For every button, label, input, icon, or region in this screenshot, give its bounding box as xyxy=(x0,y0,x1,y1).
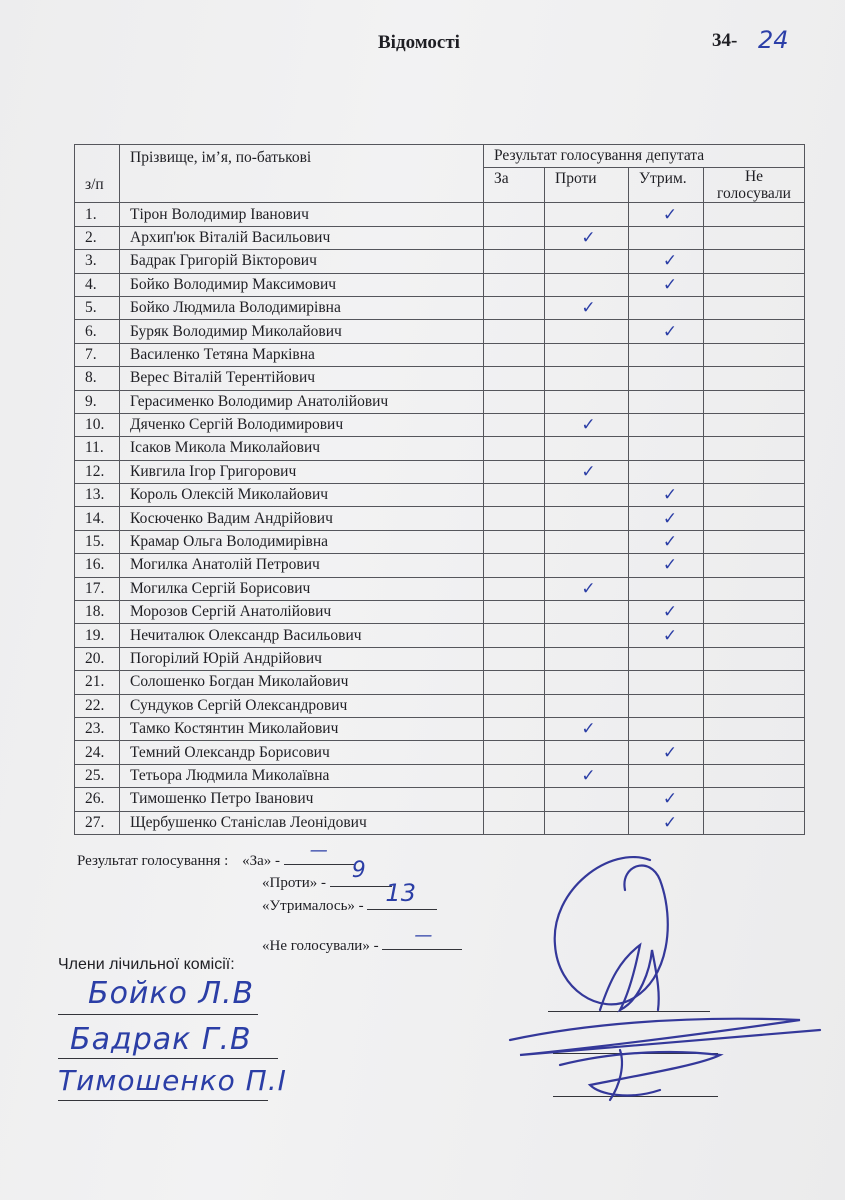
vote-cell-proty xyxy=(545,530,629,553)
table-row xyxy=(75,788,805,811)
vote-cell-utrym xyxy=(629,460,704,483)
row-number: 9. xyxy=(75,390,120,413)
deputy-name: Сундуков Сергій Олександрович xyxy=(120,694,484,717)
commission-line-2 xyxy=(58,1058,278,1059)
col-number-header: з/п xyxy=(75,145,120,203)
results-za-blank xyxy=(284,840,354,865)
deputy-name: Кивгила Ігор Григорович xyxy=(120,460,484,483)
results-ne-value: — xyxy=(414,925,433,946)
deputy-name: Солошенко Богдан Миколайович xyxy=(120,671,484,694)
row-number: 16. xyxy=(75,554,120,577)
voting-table xyxy=(74,144,805,835)
deputy-name: Тірон Володимир Іванович xyxy=(120,203,484,226)
table-row xyxy=(75,390,805,413)
vote-cell-ne xyxy=(704,484,805,507)
results-utrym-blank xyxy=(367,879,437,910)
vote-cell-utrym xyxy=(629,413,704,436)
results-label: Результат голосування : xyxy=(77,853,229,869)
vote-cell-ne xyxy=(704,717,805,740)
results-proty-blank xyxy=(330,858,392,887)
vote-cell-ne xyxy=(704,507,805,530)
row-number: 1. xyxy=(75,203,120,226)
vote-cell-za xyxy=(484,437,545,460)
vote-cell-za xyxy=(484,203,545,226)
vote-cell-proty xyxy=(545,273,629,296)
vote-cell-ne xyxy=(704,554,805,577)
vote-cell-za xyxy=(484,694,545,717)
vote-cell-za xyxy=(484,577,545,600)
deputy-name: Василенко Тетяна Марківна xyxy=(120,343,484,366)
table-row xyxy=(75,577,805,600)
check-icon: ✓ xyxy=(662,321,678,342)
vote-cell-proty xyxy=(545,460,629,483)
vote-cell-utrym xyxy=(629,437,704,460)
check-icon: ✓ xyxy=(662,742,678,763)
commission-line-3 xyxy=(58,1100,268,1101)
vote-cell-proty xyxy=(545,437,629,460)
check-icon: ✓ xyxy=(662,508,678,529)
row-number: 27. xyxy=(75,811,120,834)
deputy-name: Архип'юк Віталій Васильович xyxy=(120,226,484,249)
vote-cell-proty xyxy=(545,226,629,249)
vote-cell-utrym xyxy=(629,671,704,694)
vote-cell-utrym xyxy=(629,320,704,343)
results-ne-label: «Не голосували» - xyxy=(262,938,379,954)
vote-cell-utrym xyxy=(629,694,704,717)
vote-cell-ne xyxy=(704,764,805,787)
vote-cell-ne xyxy=(704,624,805,647)
vote-cell-proty xyxy=(545,647,629,670)
vote-cell-utrym xyxy=(629,484,704,507)
row-number: 19. xyxy=(75,624,120,647)
commission-label: Члени лічильної комісії: xyxy=(58,956,235,973)
vote-cell-proty xyxy=(545,671,629,694)
col-utrym-header: Утрим. xyxy=(629,168,704,203)
vote-cell-za xyxy=(484,647,545,670)
vote-cell-proty xyxy=(545,694,629,717)
vote-cell-za xyxy=(484,764,545,787)
vote-cell-za xyxy=(484,507,545,530)
vote-cell-za xyxy=(484,788,545,811)
vote-cell-ne xyxy=(704,741,805,764)
results-proty-label: «Проти» - xyxy=(262,875,326,891)
row-number: 10. xyxy=(75,413,120,436)
vote-cell-utrym xyxy=(629,273,704,296)
table-row xyxy=(75,367,805,390)
vote-cell-za xyxy=(484,273,545,296)
row-number: 20. xyxy=(75,647,120,670)
table-row xyxy=(75,717,805,740)
document-number-handwritten: 24 xyxy=(758,26,789,54)
vote-cell-proty xyxy=(545,788,629,811)
results-row-za xyxy=(77,840,354,870)
vote-cell-utrym xyxy=(629,601,704,624)
vote-cell-proty xyxy=(545,811,629,834)
vote-cell-ne xyxy=(704,437,805,460)
vote-cell-utrym xyxy=(629,250,704,273)
row-number: 24. xyxy=(75,741,120,764)
deputy-name: Ісаков Микола Миколайович xyxy=(120,437,484,460)
vote-cell-za xyxy=(484,296,545,319)
vote-cell-proty xyxy=(545,624,629,647)
vote-cell-utrym xyxy=(629,811,704,834)
vote-cell-proty xyxy=(545,250,629,273)
vote-cell-ne xyxy=(704,226,805,249)
deputy-name: Морозов Сергій Анатолійович xyxy=(120,601,484,624)
vote-cell-za xyxy=(484,367,545,390)
vote-cell-ne xyxy=(704,577,805,600)
deputy-name: Тетьора Людмила Миколаївна xyxy=(120,764,484,787)
deputy-name: Погорілий Юрій Андрійович xyxy=(120,647,484,670)
row-number: 2. xyxy=(75,226,120,249)
deputy-name: Бадрак Григорій Вікторович xyxy=(120,250,484,273)
deputy-name: Король Олексій Миколайович xyxy=(120,484,484,507)
row-number: 17. xyxy=(75,577,120,600)
vote-cell-za xyxy=(484,226,545,249)
row-number: 21. xyxy=(75,671,120,694)
vote-cell-ne xyxy=(704,788,805,811)
vote-cell-utrym xyxy=(629,343,704,366)
vote-cell-utrym xyxy=(629,367,704,390)
vote-cell-proty xyxy=(545,320,629,343)
check-icon: ✓ xyxy=(662,251,678,272)
vote-cell-utrym xyxy=(629,624,704,647)
table-row xyxy=(75,530,805,553)
vote-cell-utrym xyxy=(629,741,704,764)
vote-cell-ne xyxy=(704,296,805,319)
check-icon: ✓ xyxy=(662,812,678,833)
check-icon: ✓ xyxy=(581,578,596,599)
deputy-name: Буряк Володимир Миколайович xyxy=(120,320,484,343)
results-za-label: «За» - xyxy=(242,853,280,869)
vote-cell-proty xyxy=(545,203,629,226)
vote-cell-ne xyxy=(704,530,805,553)
vote-cell-ne xyxy=(704,273,805,296)
check-icon: ✓ xyxy=(581,298,596,319)
commission-member-3: Тимошенко П.І xyxy=(58,1064,287,1097)
table-row xyxy=(75,484,805,507)
row-number: 15. xyxy=(75,530,120,553)
row-number: 18. xyxy=(75,601,120,624)
results-utrym-label: «Утрималось» - xyxy=(262,898,364,914)
vote-cell-proty xyxy=(545,577,629,600)
document-number: 34- xyxy=(712,30,738,51)
deputy-name: Косюченко Вадим Андрійович xyxy=(120,507,484,530)
table-row xyxy=(75,647,805,670)
row-number: 7. xyxy=(75,343,120,366)
row-number: 14. xyxy=(75,507,120,530)
vote-cell-utrym xyxy=(629,788,704,811)
vote-cell-proty xyxy=(545,717,629,740)
deputy-name: Дяченко Сергій Володимирович xyxy=(120,413,484,436)
results-utrym-value: 13 xyxy=(385,879,416,907)
check-icon: ✓ xyxy=(662,485,678,506)
vote-cell-utrym xyxy=(629,577,704,600)
commission-line-1 xyxy=(58,1014,258,1015)
check-icon: ✓ xyxy=(662,625,678,646)
table-row xyxy=(75,250,805,273)
check-icon: ✓ xyxy=(662,789,678,810)
table-row xyxy=(75,273,805,296)
vote-cell-ne xyxy=(704,601,805,624)
table-row xyxy=(75,296,805,319)
deputy-name: Герасименко Володимир Анатолійович xyxy=(120,390,484,413)
vote-cell-proty xyxy=(545,554,629,577)
vote-cell-ne xyxy=(704,250,805,273)
vote-cell-proty xyxy=(545,390,629,413)
vote-cell-za xyxy=(484,811,545,834)
vote-cell-za xyxy=(484,343,545,366)
chairman-signature xyxy=(500,850,830,1110)
table-row xyxy=(75,343,805,366)
table-row xyxy=(75,203,805,226)
vote-cell-za xyxy=(484,250,545,273)
table-row xyxy=(75,413,805,436)
table-row xyxy=(75,320,805,343)
col-result-header: Результат голосування депутата xyxy=(484,145,805,168)
row-number: 13. xyxy=(75,484,120,507)
vote-cell-utrym xyxy=(629,764,704,787)
row-number: 6. xyxy=(75,320,120,343)
document-title: Відомості xyxy=(378,32,460,53)
check-icon: ✓ xyxy=(662,602,678,623)
vote-cell-za xyxy=(484,484,545,507)
vote-cell-ne xyxy=(704,811,805,834)
table-row xyxy=(75,601,805,624)
row-number: 26. xyxy=(75,788,120,811)
table-row xyxy=(75,811,805,834)
vote-cell-ne xyxy=(704,460,805,483)
table-row xyxy=(75,226,805,249)
vote-cell-ne xyxy=(704,694,805,717)
check-icon: ✓ xyxy=(662,555,678,576)
table-row xyxy=(75,694,805,717)
col-ne-header xyxy=(704,168,805,203)
vote-cell-utrym xyxy=(629,647,704,670)
vote-cell-utrym xyxy=(629,203,704,226)
vote-cell-za xyxy=(484,671,545,694)
vote-cell-utrym xyxy=(629,226,704,249)
row-number: 3. xyxy=(75,250,120,273)
table-row xyxy=(75,671,805,694)
deputy-name: Тамко Костянтин Миколайович xyxy=(120,717,484,740)
deputy-name: Верес Віталій Терентійович xyxy=(120,367,484,390)
commission-member-2: Бадрак Г.В xyxy=(70,1022,252,1057)
results-proty-value: 9 xyxy=(351,858,366,883)
vote-cell-proty xyxy=(545,601,629,624)
deputy-name: Бойко Людмила Володимирівна xyxy=(120,296,484,319)
vote-cell-za xyxy=(484,624,545,647)
deputy-name: Могилка Сергій Борисович xyxy=(120,577,484,600)
row-number: 5. xyxy=(75,296,120,319)
row-number: 22. xyxy=(75,694,120,717)
vote-cell-proty xyxy=(545,343,629,366)
vote-cell-za xyxy=(484,413,545,436)
check-icon: ✓ xyxy=(581,765,596,786)
vote-cell-za xyxy=(484,601,545,624)
vote-cell-proty xyxy=(545,507,629,530)
vote-cell-utrym xyxy=(629,390,704,413)
vote-cell-proty xyxy=(545,413,629,436)
check-icon: ✓ xyxy=(581,719,596,740)
vote-cell-za xyxy=(484,717,545,740)
commission-member-1: Бойко Л.В xyxy=(88,976,255,1011)
row-number: 25. xyxy=(75,764,120,787)
vote-cell-utrym xyxy=(629,717,704,740)
table-row xyxy=(75,554,805,577)
results-za-value: — xyxy=(309,840,328,861)
vote-cell-ne xyxy=(704,671,805,694)
vote-cell-ne xyxy=(704,413,805,436)
row-number: 4. xyxy=(75,273,120,296)
vote-cell-utrym xyxy=(629,554,704,577)
deputy-name: Щербушенко Станіслав Леонідович xyxy=(120,811,484,834)
vote-cell-proty xyxy=(545,296,629,319)
vote-cell-ne xyxy=(704,390,805,413)
check-icon: ✓ xyxy=(662,274,678,295)
table-row xyxy=(75,507,805,530)
vote-cell-ne xyxy=(704,647,805,670)
col-name-header: Прізвище, ім’я, по-батькові xyxy=(120,145,484,203)
deputy-name: Темний Олександр Борисович xyxy=(120,741,484,764)
table-header-row xyxy=(75,145,805,168)
table-row xyxy=(75,460,805,483)
vote-cell-za xyxy=(484,554,545,577)
vote-cell-proty xyxy=(545,741,629,764)
vote-cell-za xyxy=(484,741,545,764)
deputy-name: Могилка Анатолій Петрович xyxy=(120,554,484,577)
vote-cell-za xyxy=(484,390,545,413)
deputy-name: Бойко Володимир Максимович xyxy=(120,273,484,296)
vote-cell-ne xyxy=(704,203,805,226)
table-row xyxy=(75,741,805,764)
vote-cell-ne xyxy=(704,367,805,390)
deputy-name: Крамар Ольга Володимирівна xyxy=(120,530,484,553)
vote-cell-za xyxy=(484,320,545,343)
vote-cell-utrym xyxy=(629,296,704,319)
row-number: 11. xyxy=(75,437,120,460)
col-ne-header-line2: голосували xyxy=(717,185,791,203)
vote-cell-proty xyxy=(545,764,629,787)
vote-cell-utrym xyxy=(629,530,704,553)
col-proty-header: Проти xyxy=(545,168,629,203)
row-number: 8. xyxy=(75,367,120,390)
vote-cell-ne xyxy=(704,343,805,366)
row-number: 23. xyxy=(75,717,120,740)
col-za-header: За xyxy=(484,168,545,203)
row-number: 12. xyxy=(75,460,120,483)
check-icon: ✓ xyxy=(581,227,596,248)
vote-cell-za xyxy=(484,460,545,483)
table-row xyxy=(75,764,805,787)
results-row-proty xyxy=(262,858,392,892)
table-row xyxy=(75,624,805,647)
check-icon: ✓ xyxy=(662,204,678,225)
check-icon: ✓ xyxy=(581,415,596,436)
results-row-ne xyxy=(262,925,462,955)
vote-cell-utrym xyxy=(629,507,704,530)
vote-cell-ne xyxy=(704,320,805,343)
vote-cell-proty xyxy=(545,367,629,390)
deputy-name: Нечиталюк Олександр Васильович xyxy=(120,624,484,647)
check-icon: ✓ xyxy=(662,532,678,553)
col-ne-header-line1: Не xyxy=(744,168,764,186)
deputy-name: Тимошенко Петро Іванович xyxy=(120,788,484,811)
results-ne-blank xyxy=(382,925,462,950)
table-row xyxy=(75,437,805,460)
vote-cell-za xyxy=(484,530,545,553)
vote-cell-proty xyxy=(545,484,629,507)
check-icon: ✓ xyxy=(581,461,596,482)
